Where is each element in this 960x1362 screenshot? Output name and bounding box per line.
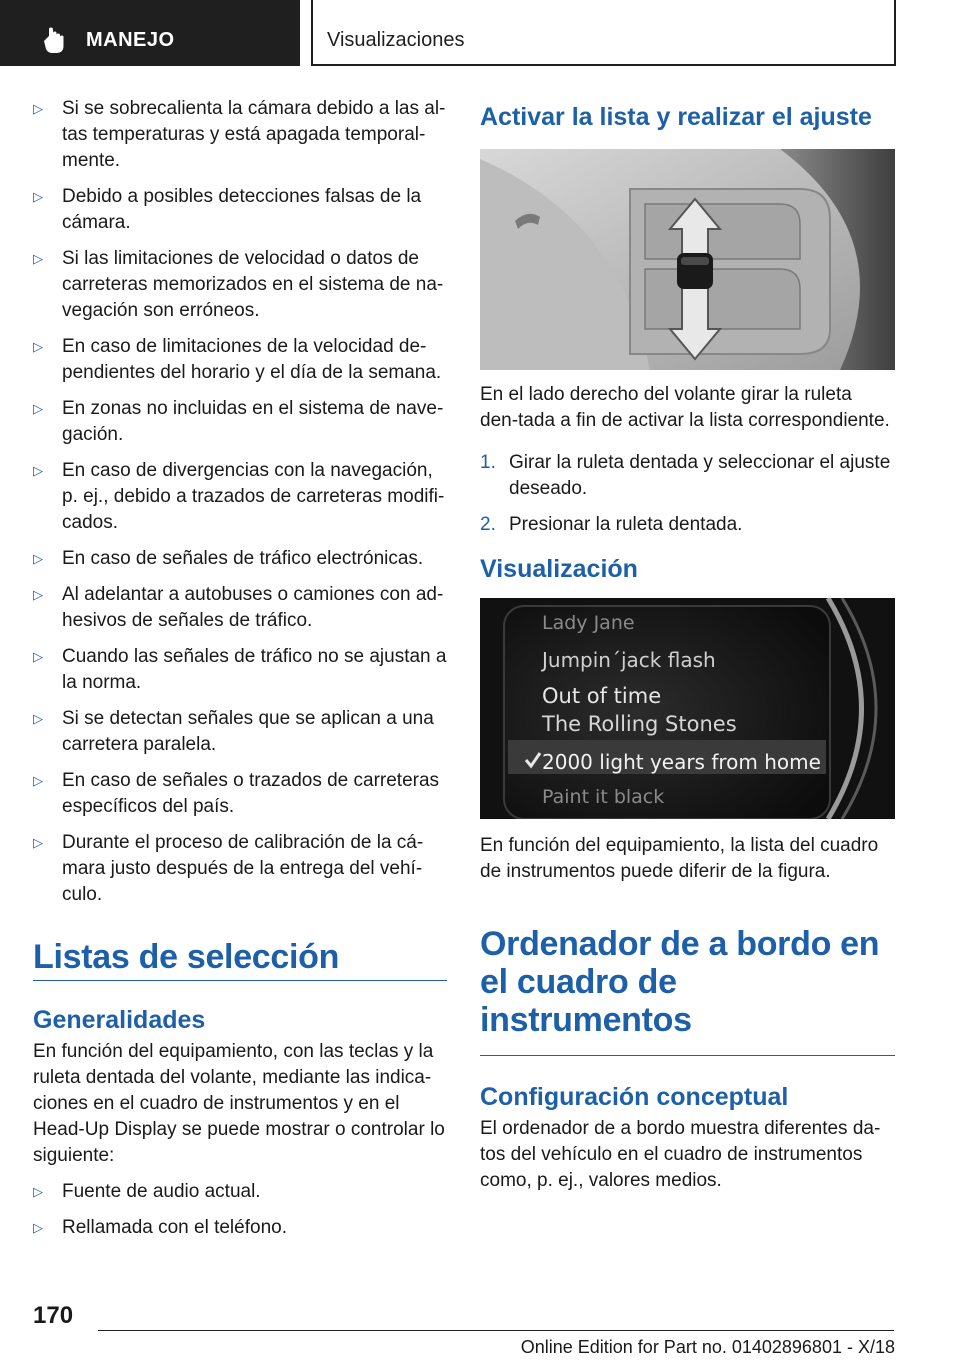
list-item: [33, 706, 447, 758]
header-section-label: MANEJO: [86, 29, 175, 51]
list-item: [33, 458, 447, 536]
section-title-selection-lists: Listas de selección: [33, 938, 340, 976]
subsection-title-general: Generalidades: [33, 1006, 206, 1034]
section-title-onboard-computer: Ordenador de a bordo en el cuadro de instrumentos: [480, 925, 880, 1039]
triangle-bullet-icon: ▷: [33, 463, 43, 478]
list-item: [33, 830, 447, 908]
list-item: [33, 334, 447, 386]
list-item-text: Si las limitaciones de velocidad o datos de carreteras memorizados en el sistema de na-vegación son erróneos.: [62, 248, 444, 321]
cluster-list-entry: Jumpin´jack flash: [542, 648, 716, 672]
subsection-title-concept: Configuración conceptual: [480, 1083, 789, 1111]
left-column: [33, 96, 447, 1251]
cluster-list-entry: The Rolling Stones: [542, 712, 737, 736]
list-item: [33, 768, 447, 820]
list-item-text: Debido a posibles detecciones falsas de la cámara.: [62, 186, 422, 233]
list-item-text: Al adelantar a autobuses o camiones con ad-hesivos de señales de tráfico.: [62, 584, 444, 631]
page-number: 170: [33, 1302, 74, 1329]
list-item: [33, 546, 447, 572]
list-item-text: En zonas no incluidas en el sistema de nave-gación.: [62, 398, 444, 445]
display-note-paragraph: En función del equipamiento, la lista del cuadro de instrumentos puede diferir de la figura.: [480, 835, 879, 882]
triangle-bullet-icon: ▷: [33, 587, 43, 602]
list-item-text: En caso de divergencias con la navegación, p. ej., debido a trazados de carreteras modifi-cados.: [62, 460, 445, 533]
step-number: 1.: [480, 452, 496, 473]
step-number: 2.: [480, 514, 496, 535]
list-item-text: En caso de limitaciones de la velocidad de-pendientes del horario y el día de la semana.: [62, 336, 442, 383]
list-item: [33, 582, 447, 634]
subsection-title-activate-list: Activar la lista y realizar el ajuste: [480, 103, 872, 131]
steering-wheel-illustration: [480, 149, 895, 370]
step-item: [480, 512, 895, 538]
list-item-text: En caso de señales de tráfico electrónicas.: [62, 548, 424, 569]
right-column: [480, 96, 895, 1194]
concept-paragraph: El ordenador de a bordo muestra diferentes da-tos del vehículo en el cuadro de instrumentos como, p. ej., valores medios.: [480, 1118, 881, 1191]
cluster-list-entry: 2000 light years from home: [542, 750, 821, 774]
list-item-text: Si se sobrecalienta la cámara debido a las al-tas temperaturas y está apagada temporal-mente.: [62, 98, 446, 171]
list-item-text: Fuente de audio actual.: [62, 1181, 261, 1202]
controllable-items-list: [33, 1179, 447, 1241]
activation-steps-list: [480, 450, 895, 538]
triangle-bullet-icon: ▷: [33, 1184, 43, 1199]
triangle-bullet-icon: ▷: [33, 711, 43, 726]
triangle-bullet-icon: ▷: [33, 251, 43, 266]
list-item-text: Si se detectan señales que se aplican a una carretera paralela.: [62, 708, 434, 755]
list-item-text: Durante el proceso de calibración de la cá-mara justo después de la entrega del vehí-culo.: [62, 832, 424, 905]
list-item-text: En caso de señales o trazados de carreteras específicos del país.: [62, 770, 440, 817]
cluster-list-entry: Paint it black: [542, 786, 665, 808]
step-item: [480, 450, 895, 502]
step-text: Presionar la ruleta dentada.: [509, 514, 743, 535]
instrument-cluster-list-figure: [480, 598, 895, 819]
triangle-bullet-icon: ▷: [33, 189, 43, 204]
header-title: Visualizaciones: [327, 29, 465, 51]
step-text: Girar la ruleta dentada y seleccionar el ajuste deseado.: [509, 452, 891, 499]
triangle-bullet-icon: ▷: [33, 339, 43, 354]
section-divider: [33, 980, 447, 981]
general-intro-paragraph: En función del equipamiento, con las teclas y la ruleta dentada del volante, mediante las indica-ciones en el cuadro de instrumentos y en el Head-Up Display se puede mostrar o controlar lo siguiente:: [33, 1041, 445, 1166]
list-item: [33, 1179, 447, 1205]
cluster-list-entry: Lady Jane: [542, 612, 635, 634]
list-item: [33, 96, 447, 174]
list-item: [33, 184, 447, 236]
list-item: [33, 246, 447, 324]
triangle-bullet-icon: ▷: [33, 835, 43, 850]
activate-list-paragraph: En el lado derecho del volante girar la ruleta den-tada a fin de activar la lista correspondiente.: [480, 384, 890, 431]
header-section-tab: [0, 0, 300, 66]
section-divider: [480, 1055, 895, 1056]
triangle-bullet-icon: ▷: [33, 1220, 43, 1235]
triangle-bullet-icon: ▷: [33, 551, 43, 566]
cluster-list-entry: Out of time: [542, 684, 662, 708]
triangle-bullet-icon: ▷: [33, 401, 43, 416]
list-item-text: Cuando las señales de tráfico no se ajustan a la norma.: [62, 646, 447, 693]
subsection-title-display: Visualización: [480, 555, 638, 583]
list-item: [33, 644, 447, 696]
hand-steering-icon: [40, 27, 66, 55]
triangle-bullet-icon: ▷: [33, 649, 43, 664]
list-item: [33, 1215, 447, 1241]
footer-edition: Online Edition for Part no. 01402896801 - X/18: [520, 1337, 895, 1357]
triangle-bullet-icon: ▷: [33, 773, 43, 788]
header-title-box: [311, 0, 896, 66]
list-item-text: Rellamada con el teléfono.: [62, 1217, 287, 1238]
steering-wheel-thumbwheel-figure: [480, 149, 895, 370]
triangle-bullet-icon: ▷: [33, 101, 43, 116]
footer-rule: [98, 1330, 894, 1331]
limitations-list: [33, 96, 447, 908]
list-item: [33, 396, 447, 448]
